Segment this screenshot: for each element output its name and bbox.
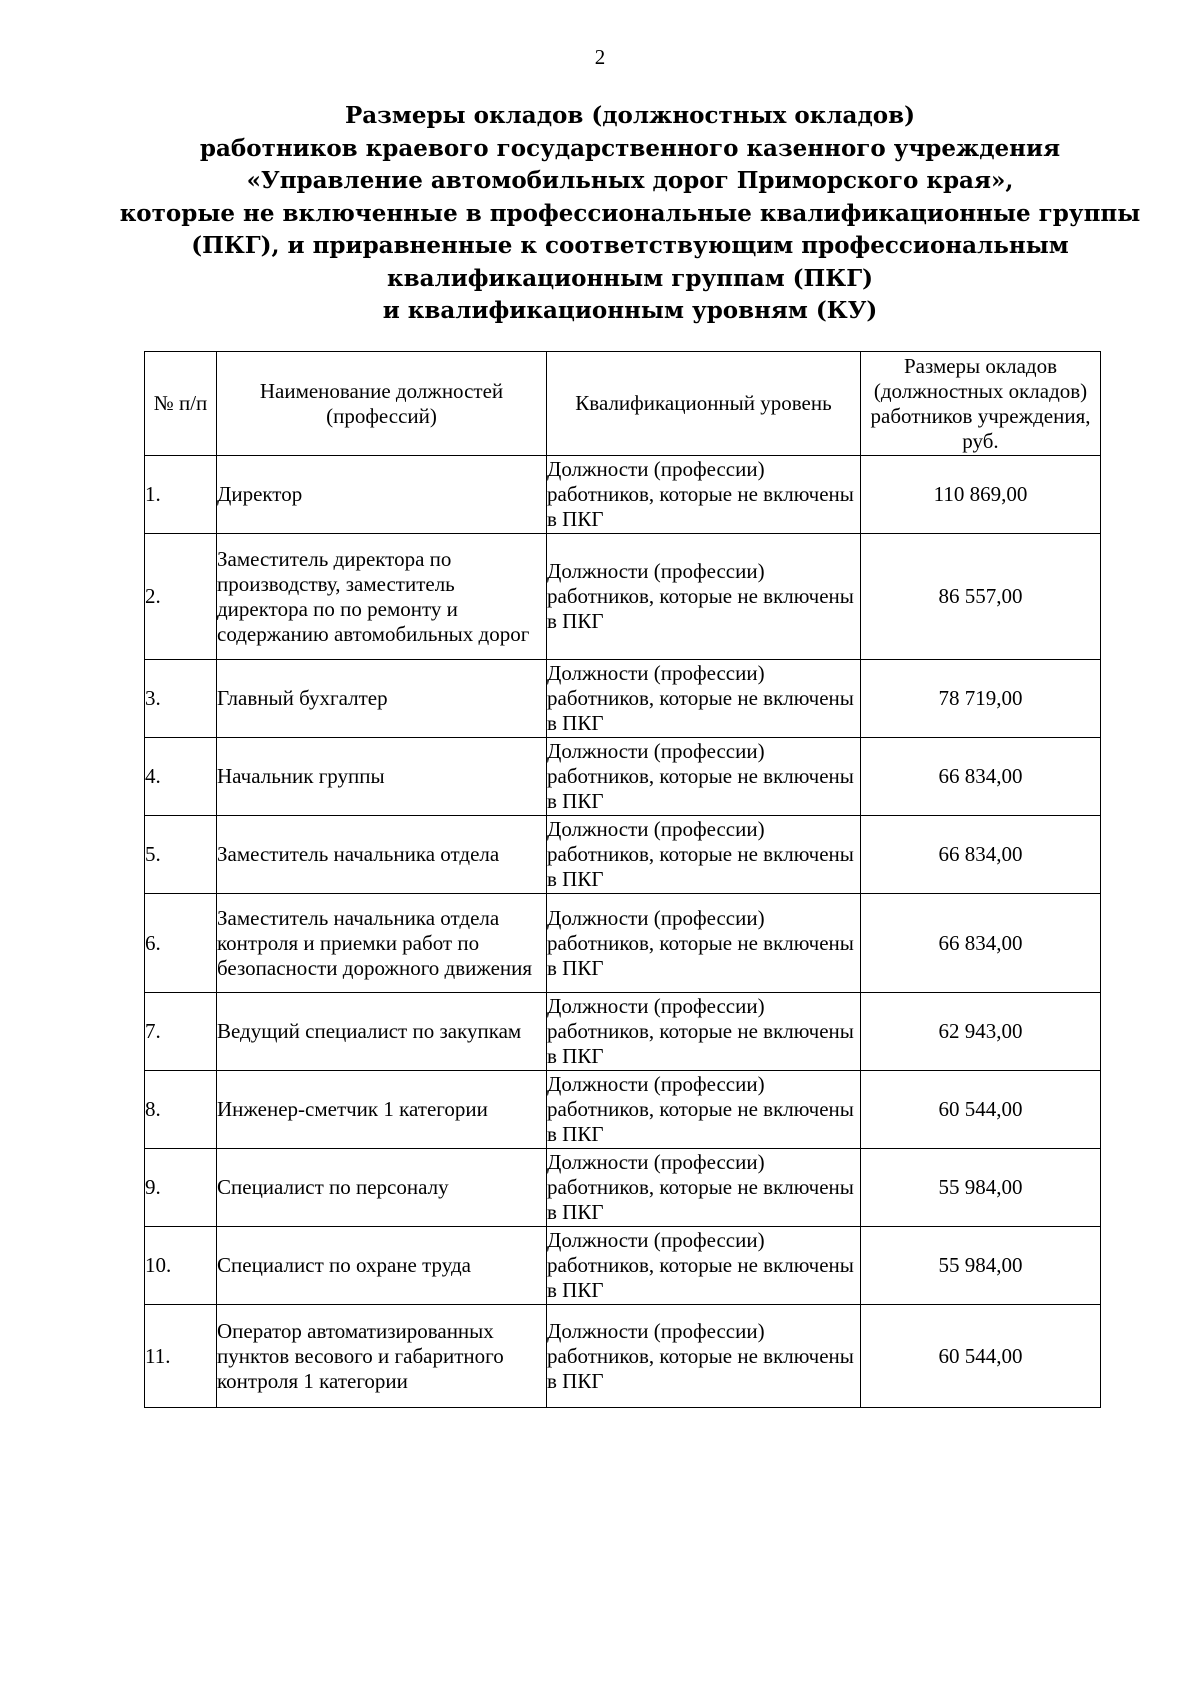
table-row — [145, 1071, 1101, 1149]
title-line: и квалификационным уровням (КУ) — [382, 297, 878, 324]
table-header-row — [145, 352, 1101, 456]
cell-qualification-level: Должности (профессии) работников, которые не включены в ПКГ — [547, 534, 861, 660]
title-line: которые не включенные в профессиональные квалификационные группы — [119, 199, 1141, 227]
cell-qualification-level: Должности (профессии) работников, которые не включены в ПКГ — [547, 660, 861, 738]
cell-num: 11. — [145, 1305, 217, 1408]
salary-table — [144, 351, 1101, 1408]
cell-position-name: Специалист по персоналу — [217, 1149, 547, 1227]
cell-salary: 62 943,00 — [861, 993, 1101, 1071]
table-row — [145, 534, 1101, 660]
table-row — [145, 1149, 1101, 1227]
cell-position-name: Специалист по охране труда — [217, 1227, 547, 1305]
cell-position-name: Директор — [217, 456, 547, 534]
page-number: 2 — [594, 45, 606, 69]
cell-salary: 110 869,00 — [861, 456, 1101, 534]
cell-salary: 60 544,00 — [861, 1305, 1101, 1408]
table-row — [145, 456, 1101, 534]
cell-qualification-level: Должности (профессии) работников, которые не включены в ПКГ — [547, 894, 861, 993]
cell-num: 10. — [145, 1227, 217, 1305]
cell-position-name: Заместитель директора по производству, заместитель директора по по ремонту и содержанию автомобильных дорог — [217, 534, 547, 660]
cell-num: 8. — [145, 1071, 217, 1149]
cell-position-name: Инженер-сметчик 1 категории — [217, 1071, 547, 1149]
cell-position-name: Ведущий специалист по закупкам — [217, 993, 547, 1071]
cell-qualification-level: Должности (профессии) работников, которые не включены в ПКГ — [547, 993, 861, 1071]
cell-num: 2. — [145, 534, 217, 660]
cell-num: 1. — [145, 456, 217, 534]
cell-salary: 66 834,00 — [861, 816, 1101, 894]
header-level: Квалификационный уровень — [547, 352, 861, 456]
title-line: «Управление автомобильных дорог Приморского края», — [246, 167, 1014, 194]
cell-num: 7. — [145, 993, 217, 1071]
table-body — [145, 456, 1101, 1408]
table-row — [145, 738, 1101, 816]
cell-position-name: Главный бухгалтер — [217, 660, 547, 738]
header-salary: Размеры окладов (должностных окладов) работников учреждения, руб. — [861, 352, 1101, 456]
cell-position-name: Заместитель начальника отдела — [217, 816, 547, 894]
cell-qualification-level: Должности (профессии) работников, которые не включены в ПКГ — [547, 1305, 861, 1408]
table-row — [145, 993, 1101, 1071]
cell-num: 6. — [145, 894, 217, 993]
cell-salary: 55 984,00 — [861, 1227, 1101, 1305]
table-row — [145, 1305, 1101, 1408]
table-row — [145, 660, 1101, 738]
cell-qualification-level: Должности (профессии) работников, которые не включены в ПКГ — [547, 1227, 861, 1305]
cell-position-name: Заместитель начальника отдела контроля и приемки работ по безопасности дорожного движения — [217, 894, 547, 993]
title-line: (ПКГ), и приравненные к соответствующим профессиональным — [191, 232, 1069, 259]
cell-salary: 60 544,00 — [861, 1071, 1101, 1149]
cell-qualification-level: Должности (профессии) работников, которые не включены в ПКГ — [547, 1149, 861, 1227]
cell-salary: 78 719,00 — [861, 660, 1101, 738]
cell-num: 9. — [145, 1149, 217, 1227]
table-row — [145, 1227, 1101, 1305]
table-row — [145, 816, 1101, 894]
cell-position-name: Оператор автоматизированных пунктов весового и габаритного контроля 1 категории — [217, 1305, 547, 1408]
cell-qualification-level: Должности (профессии) работников, которые не включены в ПКГ — [547, 816, 861, 894]
cell-salary: 66 834,00 — [861, 738, 1101, 816]
header-name: Наименование должностей (профессий) — [217, 352, 547, 456]
cell-salary: 66 834,00 — [861, 894, 1101, 993]
cell-num: 5. — [145, 816, 217, 894]
document-title — [100, 100, 1160, 328]
title-line: квалификационным группам (ПКГ) — [387, 264, 873, 292]
cell-qualification-level: Должности (профессии) работников, которые не включены в ПКГ — [547, 1071, 861, 1149]
cell-num: 3. — [145, 660, 217, 738]
cell-salary: 86 557,00 — [861, 534, 1101, 660]
title-line: работников краевого государственного казенного учреждения — [199, 134, 1061, 162]
cell-num: 4. — [145, 738, 217, 816]
cell-qualification-level: Должности (профессии) работников, которые не включены в ПКГ — [547, 456, 861, 534]
cell-qualification-level: Должности (профессии) работников, которые не включены в ПКГ — [547, 738, 861, 816]
table-row — [145, 894, 1101, 993]
header-num: № п/п — [145, 352, 217, 456]
cell-position-name: Начальник группы — [217, 738, 547, 816]
cell-salary: 55 984,00 — [861, 1149, 1101, 1227]
title-line: Размеры окладов (должностных окладов) — [344, 102, 915, 129]
